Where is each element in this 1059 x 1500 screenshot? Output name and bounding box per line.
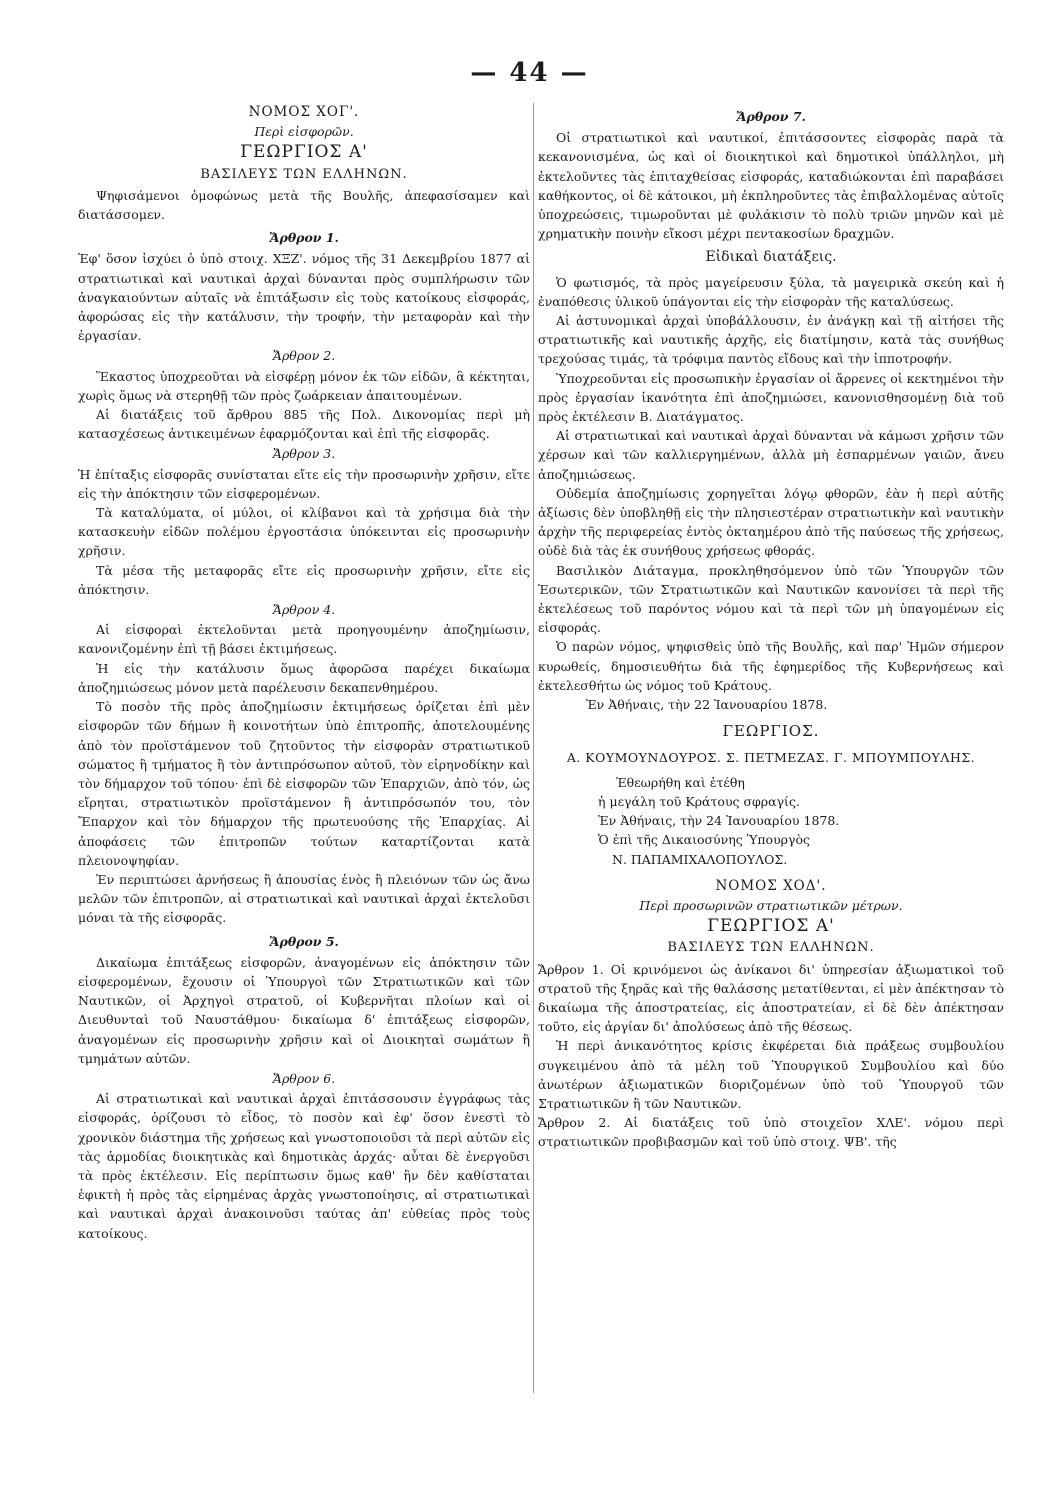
article-5-text: Δικαίωμα ἐπιτάξεως εἰσφορῶν, ἀναγομένων εἰς ἀπόκτησιν τῶν εἰσφερομένων, ἔχουσιν οἱ Ὑπουργοὶ τῶν Στρατιωτικῶν καὶ τῶν Ναυτικῶν, οἱ Ἀρχηγοὶ στρατοῦ, οἱ Κυβερνῆται πλοίων καὶ οἱ Διευθυνταὶ τοῦ Ναυστάθμου· δικαίωμα δ' ἐπιτάξεως εἰσφορῶν, ἀναγομένων εἰς προσωρινὴν χρῆσιν καὶ οἱ Διοικηταὶ σωμάτων ἢ τμημάτων αὐτῶν. (78, 954, 530, 1066)
left-column (78, 103, 530, 1243)
seal-line-1: Ἐθεωρήθη καὶ ἐτέθη (616, 774, 745, 790)
law-2-subtitle: Περὶ προσωρινῶν στρατιωτικῶν μέτρων. (639, 897, 903, 913)
special-provision-5: Οὐδεμία ἀποζημίωσις χορηγεῖται λόγῳ φθορῶν, ἐὰν ἡ περὶ αὐτῆς ἀξίωσις δὲν ὑποβληθῇ εἰς τὴν πλησιεστέραν στρατιωτικὴν καὶ ναυτικὴν ἀρχὴν τῆς περιφερείας ἐντὸς ὀκταημέρου ἀπὸ τῆς παύσεως τῆς χρήσεως, οὐδὲ διὰ τὰς ἐκ συνήθους χρήσεως φθοράς. (538, 485, 1004, 559)
article-6-text: Αἱ στρατιωτικαὶ καὶ ναυτικαὶ ἀρχαὶ ἐπιτάσσουσιν ἐγγράφως τὰς εἰσφοράς, ὁρίζουσι τὸ εἶδος, τὸ ποσὸν καὶ ἐφ' ὅσον ἐνεστὶ τὸ χρονικὸν διάστημα τῆς χρήσεως καὶ γνωστοποιοῦσι τὰ περὶ αὐτῶν εἰς τὰς ἁρμοδίας διοικητικὰς καὶ δημοτικὰς ἀρχάς· αὗται δὲ ἐνεργοῦσι τὰ πρὸς ἐκτέλεσιν. Εἰς περίπτωσιν ὅμως καθ' ἣν δὲν καθίσταται ἐφικτὴ ἡ πρὸς τὰς εἰρημένας ἀρχὰς γνωστοποίησις, αἱ στρατιωτικαὶ καὶ ναυτικαὶ ἀρχαὶ ἀνακοινοῦσι ταύτας ἀπ' εὐθείας πρὸς τοὺς κατοίκους. (78, 1091, 530, 1241)
article-3-heading: Ἄρθρον 3. (272, 446, 336, 462)
article-4-text-3: Τὸ ποσὸν τῆς πρὸς ἀποζημίωσιν ἐκτιμήσεως ὁρίζεται ἐπὶ μὲν εἰσφορῶν τῶν δήμων ἢ κοινοτήτων ὑπὸ ἐπιτροπῆς, ἀποτελουμένης ἀπὸ τὸν προϊστάμενον τοῦ ζητοῦντος τὴν εἰσφορὰν στρατιωτικοῦ σώματος ἢ τμήματος ἢ τὸν ἀντιπρόσωπον αὐτοῦ, τὸν εἰρηνοδίκην καὶ τὸν δήμαρχον τοῦ τόπου· ἐπὶ δὲ εἰσφορῶν τῶν Ἐπαρχιῶν, ἀπὸ τόν, ὡς εἴρηται, στρατιωτικὸν προϊστάμενον ἢ ἀντιπρόσωπόν του, τὸν Ἔπαρχον καὶ τὸν δήμαρχον τῆς πρωτευούσης τῆς Ἐπαρχίας. Αἱ ἀποφάσεις τῶν ἐπιτροπῶν τούτων καταρτίζονται κατὰ πλειονοψηφίαν. (78, 699, 530, 868)
article-7-text: Οἱ στρατιωτικοὶ καὶ ναυτικοί, ἐπιτάσσοντες εἰσφορὰς παρὰ τὰ κεκανονισμένα, ὡς καὶ οἱ διοικητικοὶ καὶ δημοτικοὶ ὑπάλληλοι, μὴ ἐκτελοῦντες τὰς ἐπιταχθείσας εἰσφοράς, καταδιώκονται ἐπὶ παραβάσει καθήκοντος, οἱ δὲ κάτοικοι, μὴ ἐκπληροῦντες τὰς ἐπιβαλλομένας αὐτοῖς ὑποχρεώσεις, τιμωροῦνται μὲ φυλάκισιν τὸ πολὺ τριῶν μηνῶν καὶ μὲ χρηματικὴν ποινὴν εἴκοσι μέχρι πεντακοσίων δραχμῶν. (538, 130, 1004, 242)
special-provision-1: Ὁ φωτισμός, τὰ πρὸς μαγείρευσιν ξύλα, τὰ μαγειρικὰ σκεύη καὶ ἡ ἐναπόθεσις ὑλικοῦ ὑπάγονται εἰς τὴν εἰσφορὰν τῆς καταλύσεως. (538, 274, 1004, 309)
law-2-article-2: Ἄρθρον 2. Αἱ διατάξεις τοῦ ὑπὸ στοιχεῖον ΧΛΕ'. νόμου περὶ στρατιωτικῶν προβιβασμῶν καὶ τοῦ ὑπὸ στοιχ. ΨΒ'. τῆς (538, 1115, 1004, 1150)
article-3-text-2: Τὰ καταλύματα, οἱ μύλοι, οἱ κλίβανοι καὶ τὰ χρήσιμα διὰ τὴν κατασκευὴν εἰδῶν πολέμου ἐργοστάσια ὑπόκεινται εἰς προσωρινὴν χρῆσιν. (78, 505, 530, 559)
page-number: — 44 — (470, 58, 589, 88)
law-2-article-1: Ἄρθρον 1. Οἱ κρινόμενοι ὡς ἀνίκανοι δι' ὑπηρεσίαν ἀξιωματικοὶ τοῦ στρατοῦ τῆς ξηρᾶς καὶ τῆς θαλάσσης μετατίθενται, εἰ μὲν ἀπέκτησαν τὸ δικαίωμα τῆς ἀποστρατείας, εἰς ἀποστρατείαν, εἰ δὲ δὲν ἀπέκτησαν τοῦτο, εἰς ἀργίαν δι' ἀπολύσεως ἀπὸ τῆς θέσεως. (538, 961, 1004, 1035)
article-3-text-3: Τὰ μέσα τῆς μεταφορᾶς εἴτε εἰς προσωρινὴν χρῆσιν, εἴτε εἰς ἀπόκτησιν. (78, 562, 530, 597)
article-2-heading: Ἄρθρον 2. (272, 348, 336, 364)
special-provision-7: Ὁ παρὼν νόμος, ψηφισθεὶς ὑπὸ τῆς Βουλῆς, καὶ παρ' Ἡμῶν σήμερον κυρωθείς, δημοσιευθήτω διὰ τῆς ἐφημερίδος τῆς Κυβερνήσεως καὶ ἐκτελεσθήτω ὡς νόμος τοῦ Κράτους. (538, 639, 1004, 693)
king-signature: ΓΕΩΡΓΙΟΣ. (722, 722, 820, 741)
article-7-heading: Ἄρθρον 7. (736, 109, 806, 124)
ministers-signatures: Α. ΚΟΥΜΟΥΝΔΟΥΡΟΣ. Σ. ΠΕΤΜΕΖΑΣ. Γ. ΜΠΟΥΜΠΟΥΛΗΣ. (566, 749, 976, 765)
article-5-heading: Ἄρθρον 5. (269, 933, 339, 949)
special-provision-2: Αἱ ἀστυνομικαὶ ἀρχαὶ ὑποβάλλουσιν, ἐν ἀνάγκῃ καὶ τῇ αἰτήσει τῆς στρατιωτικῆς καὶ ναυτικῆς ἀρχῆς, εἰς διατίμησιν, κατὰ τὰς συνήθως τρεχούσας τιμάς, τὰ τρόφιμα παντὸς εἴδους καὶ τὴν ἱπποτροφήν. (538, 313, 1004, 367)
spacer (538, 869, 1004, 877)
seal-line-4: Ὁ ἐπὶ τῆς Δικαιοσύνης Ὑπουργὸς (598, 832, 811, 848)
seal-line-5: Ν. ΠΑΠΑΜΙΧΑΛΟΠΟΥΛΟΣ. (612, 851, 788, 867)
special-provision-3: Ὑποχρεοῦνται εἰς προσωπικὴν ἐργασίαν οἱ ἄρρενες οἱ κεκτημένοι τὴν πρὸς ἐργασίαν ἱκανότητα ἐπὶ ἀποζημιώσει, κανονισθησομένῃ διὰ τοῦ πρὸς ἐκτέλεσιν Β. Διατάγματος. (538, 370, 1004, 425)
article-2-text-2: Αἱ διατάξεις τοῦ ἄρθρου 885 τῆς Πολ. Δικονομίας περὶ μὴ κατασχέσεως ἀντικειμένων ἐφαρμόζονται καὶ ἐπὶ τῆς εἰσφορᾶς. (78, 407, 530, 442)
article-3-text: Ἡ ἐπίταξις εἰσφορᾶς συνίσταται εἴτε εἰς τὴν προσωρινὴν χρῆσιν, εἴτε εἰς τὴν ἀπόκτησιν τῶν εἰσφερομένων. (78, 466, 530, 501)
right-column (538, 103, 1004, 1152)
king-subtitle: ΒΑΣΙΛΕΥΣ ΤΩΝ ΕΛΛΗΝΩΝ. (200, 166, 408, 182)
special-provisions-heading: Εἰδικαὶ διατάξεις. (705, 249, 837, 266)
article-4-text-2: Ἡ εἰς τὴν κατάλυσιν ὅμως ἀφορῶσα παρέχει δικαίωμα ἀποζημιώσεως μόνον μετὰ παρέλευσιν δεκαπενθημέρου. (78, 660, 530, 695)
law-2-king-subtitle: ΒΑΣΙΛΕΥΣ ΤΩΝ ΕΛΛΗΝΩΝ. (667, 940, 875, 956)
article-6-heading: Ἄρθρον 6. (272, 1070, 336, 1086)
special-provision-6: Βασιλικὸν Διάταγμα, προκληθησόμενον ὑπὸ τῶν Ὑπουργῶν τῶν Ἐσωτερικῶν, τῶν Στρατιωτικῶν καὶ Ναυτικῶν κανονίσει τὰ περὶ τῆς ἐκτελέσεως τοῦ παρόντος νόμου καὶ τὰ περὶ τῶν μὴ ὑπαγομένων εἰς εἰσφοράς. (538, 562, 1004, 636)
law-title: ΝΟΜΟΣ ΧΟΓ'. (248, 104, 360, 120)
special-provision-4: Αἱ στρατιωτικαὶ καὶ ναυτικαὶ ἀρχαὶ δύνανται νὰ κάμωσι χρῆσιν τῶν χέρσων καὶ τῶν καλλιεργημένων, ἀλλὰ μὴ ἐσπαρμένων γαιῶν, ἄνευ ἀποζημιώσεως. (538, 428, 1004, 482)
law-2-title: ΝΟΜΟΣ ΧΟΔ'. (715, 877, 827, 894)
law-2-article-1-text-2: Ἡ περὶ ἀνικανότητος κρίσις ἐκφέρεται διὰ πράξεως συμβουλίου συγκειμένου ἀπὸ τὰ μέλη τοῦ Ὑπουργικοῦ Συμβουλίου καὶ δύο ἀνωτέρων ἀξιωματικῶν διοριζομένων ὑπὸ τοῦ Ὑπουργοῦ τῶν Στρατιωτικῶν ἢ τῶν Ναυτικῶν. (538, 1038, 1004, 1111)
seal-line-2: ἡ μεγάλη τοῦ Κράτους σφραγίς. (598, 793, 800, 809)
king-title: ΓΕΩΡΓΙΟΣ Α' (240, 142, 368, 163)
date-line: Ἐν Ἀθήναις, τὴν 22 Ἰανουαρίου 1878. (586, 697, 828, 713)
article-4-text-4: Ἐν περιπτώσει ἀρνήσεως ἢ ἀπουσίας ἑνὸς ἢ πλειόνων τῶν ὡς ἄνω μελῶν τῶν ἐπιτροπῶν, αἱ στρατιωτικαὶ καὶ ναυτικαὶ ἀρχαὶ ἐκτελοῦσι μόναι τὰ τῆς εἰσφορᾶς. (78, 871, 530, 926)
article-4-text: Αἱ εἰσφοραὶ ἐκτελοῦνται μετὰ προηγουμένην ἀποζημίωσιν, κανονιζομένην ἐπὶ τῇ βάσει ἐκτιμήσεως. (78, 622, 530, 657)
column-divider (533, 103, 534, 1393)
preamble: Ψηφισάμενοι ὁμοφώνως μετὰ τῆς Βουλῆς, ἀπεφασίσαμεν καὶ διατάσσομεν. (78, 187, 530, 223)
article-2-text: Ἕκαστος ὑποχρεοῦται νὰ εἰσφέρῃ μόνον ἐκ τῶν εἰδῶν, ἃ κέκτηται, χωρὶς ὅμως νὰ στερηθῇ τῶν πρὸς ζωάρκειαν ἀπαιτουμένων. (78, 368, 530, 403)
seal-line-3: Ἐν Ἀθήναις, τὴν 24 Ἰανουαρίου 1878. (598, 813, 840, 829)
article-4-heading: Ἄρθρον 4. (272, 602, 336, 618)
article-1-heading: Ἄρθρον 1. (269, 230, 339, 246)
law-2-king-title: ΓΕΩΡΓΙΟΣ Α' (707, 916, 835, 937)
article-1-text: Ἐφ' ὅσον ἰσχύει ὁ ὑπὸ στοιχ. ΧΞΖ'. νόμος τῆς 31 Δεκεμβρίου 1877 αἱ στρατιωτικαὶ καὶ ναυτικαὶ ἀρχαὶ δύνανται πρὸς συμπλήρωσιν τῶν ἀναγκαιούντων αὐταῖς νὰ ἐπιτάξωσιν εἰς τοὺς κατοίκους εἰσφοράς, ἀφορώσας εἰς τὴν κατάλυσιν, τὴν τροφήν, τὴν μεταφορὰν καὶ τὴν ἐργασίαν. (78, 251, 530, 344)
law-subtitle: Περὶ εἰσφορῶν. (254, 124, 354, 140)
